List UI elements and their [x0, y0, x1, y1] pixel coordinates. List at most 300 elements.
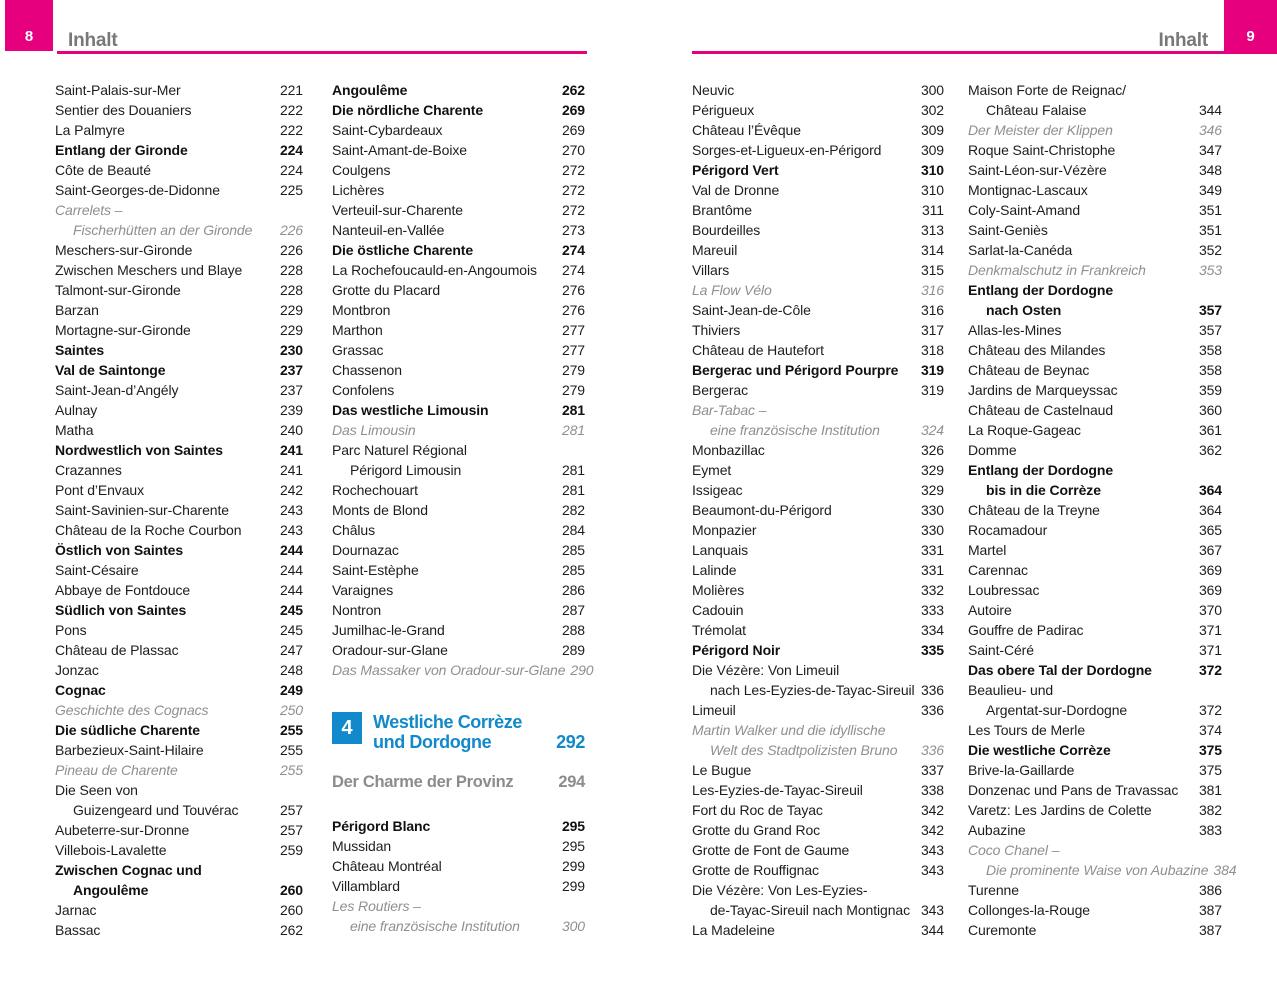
toc-entry [332, 640, 585, 660]
toc-entry-page: 250 [279, 702, 303, 718]
toc-entry-line [692, 680, 944, 700]
toc-entry-line [332, 180, 585, 200]
toc-entry-line [55, 120, 303, 140]
toc-entry-line [692, 340, 944, 360]
toc-entry-line [332, 420, 585, 440]
toc-entry [55, 420, 303, 440]
toc-entry-line [692, 820, 944, 840]
toc-entry-page: 384 [1213, 862, 1237, 878]
toc-entry-label: Montignac-Lascaux [968, 182, 1088, 198]
toc-entry-page: 358 [1198, 342, 1222, 358]
toc-entry-label: nach Osten [986, 302, 1062, 318]
toc-entry-page: 381 [1198, 782, 1222, 798]
toc-entry-label: Das Limousin [332, 422, 416, 438]
toc-entry-line [968, 220, 1222, 240]
toc-entry-label: Grassac [332, 342, 384, 358]
toc-entry-page: 344 [920, 922, 944, 938]
toc-entry [968, 340, 1222, 360]
toc-entry [968, 760, 1222, 780]
toc-entry-page: 242 [279, 482, 303, 498]
toc-entry-line [332, 856, 585, 876]
toc-entry-label: Thiviers [692, 322, 741, 338]
toc-entry-label: Denkmalschutz in Frankreich [968, 262, 1146, 278]
toc-entry-line [332, 660, 594, 680]
toc-entry-label: La Flow Vélo [692, 282, 772, 298]
toc-entry-label: Molières [692, 582, 745, 598]
toc-entry-line [55, 680, 303, 700]
toc-entry-line [55, 620, 303, 640]
toc-entry-page: 387 [1198, 922, 1222, 938]
toc-entry-label: Meschers-sur-Gironde [55, 242, 193, 258]
page-number-left: 8 [24, 28, 34, 45]
toc-entry-label: Les Tours de Merle [968, 722, 1086, 738]
toc-entry-line [332, 836, 585, 856]
toc-entry-page: 237 [279, 362, 303, 378]
toc-entry-page: 243 [279, 502, 303, 518]
toc-entry [55, 400, 303, 420]
toc-entry [332, 420, 585, 440]
toc-entry-label: eine französische Institution [710, 422, 880, 438]
toc-entry-line [332, 480, 585, 500]
toc-entry-label: Jarnac [55, 902, 97, 918]
toc-entry [692, 820, 944, 840]
toc-entry-label: La Roque-Gageac [968, 422, 1081, 438]
toc-entry-line [55, 560, 303, 580]
toc-entry [968, 440, 1222, 460]
toc-entry-line [692, 140, 944, 160]
toc-entry-line [55, 80, 303, 100]
toc-entry-line [692, 320, 944, 340]
toc-entry [55, 520, 303, 540]
toc-entry-label: eine französische Institution [350, 918, 520, 934]
toc-entry [692, 380, 944, 400]
toc-entry [332, 240, 585, 260]
toc-entry [968, 120, 1222, 140]
toc-entry [692, 580, 944, 600]
toc-entry-label: Pons [55, 622, 87, 638]
toc-entry [55, 240, 303, 260]
toc-entry-page: 375 [1198, 762, 1222, 778]
toc-entry [55, 140, 303, 160]
toc-entry-line [55, 780, 303, 800]
toc-entry-label: bis in die Corrèze [986, 482, 1101, 498]
toc-entry-page: 239 [279, 402, 303, 418]
toc-entry-line [968, 400, 1222, 420]
chapter-number-badge: 4 [332, 712, 362, 744]
toc-entry-page: 317 [920, 322, 944, 338]
toc-entry [692, 840, 944, 860]
toc-entry-line [968, 460, 1222, 480]
toc-entry-line [968, 440, 1222, 460]
toc-entry-label: Pineau de Charente [55, 762, 178, 778]
toc-entry [332, 600, 585, 620]
toc-entry-page: 336 [920, 702, 944, 718]
toc-entry-line [55, 420, 303, 440]
toc-entry-label: Sarlat-la-Canéda [968, 242, 1073, 258]
toc-entry-line [968, 760, 1222, 780]
toc-entry-page: 314 [920, 242, 944, 258]
toc-entry-line [968, 800, 1222, 820]
toc-entry-label: Dournazac [332, 542, 399, 558]
toc-entry-page: 331 [920, 562, 944, 578]
toc-entry [968, 180, 1222, 200]
toc-entry-page: 333 [920, 602, 944, 618]
toc-entry [692, 480, 944, 500]
toc-entry-line [968, 580, 1222, 600]
toc-entry-page: 276 [561, 302, 585, 318]
toc-entry-label: Val de Saintonge [55, 362, 166, 378]
toc-entry-page: 262 [561, 82, 585, 98]
toc-entry-label: Beaulieu- und [968, 682, 1054, 698]
toc-entry-page: 318 [920, 342, 944, 358]
toc-entry-label: Loubressac [968, 582, 1040, 598]
toc-entry [332, 896, 585, 936]
toc-entry [968, 780, 1222, 800]
toc-entry-page: 244 [279, 562, 303, 578]
toc-entry-line [692, 300, 944, 320]
toc-entry [55, 680, 303, 700]
toc-entry-line [332, 200, 585, 220]
toc-entry-label: Confolens [332, 382, 395, 398]
toc-entry [968, 840, 1237, 880]
spacer [332, 752, 585, 772]
toc-entry [55, 760, 303, 780]
toc-entry-label: Das westliche Limousin [332, 402, 489, 418]
toc-entry-page: 288 [561, 622, 585, 638]
toc-entry-page: 342 [920, 802, 944, 818]
toc-entry [968, 820, 1222, 840]
toc-entry-line [968, 160, 1222, 180]
toc-entry-line [692, 240, 944, 260]
toc-entry-label: de-Tayac-Sireuil nach Montignac [710, 902, 911, 918]
toc-entry [692, 720, 944, 760]
toc-entry-page: 386 [1198, 882, 1222, 898]
toc-entry-page: 331 [920, 542, 944, 558]
toc-entry-label: Welt des Stadtpolizisten Bruno [710, 742, 898, 758]
toc-entry-line [55, 720, 303, 740]
toc-entry-line [968, 360, 1222, 380]
toc-entry-line [55, 580, 303, 600]
toc-entry-page: 324 [920, 422, 944, 438]
toc-entry [968, 800, 1222, 820]
toc-entry-page: 332 [920, 582, 944, 598]
toc-entry-label: Périgord Vert [692, 162, 779, 178]
toc-entry-line [55, 920, 303, 940]
toc-entry-page: 285 [561, 542, 585, 558]
toc-entry-page: 281 [561, 422, 585, 438]
toc-entry-line [332, 560, 585, 580]
toc-entry [55, 720, 303, 740]
toc-entry-label: Aubazine [968, 822, 1026, 838]
toc-entry-label: Les Routiers – [332, 898, 421, 914]
toc-entry-page: 364 [1198, 482, 1222, 498]
toc-entry [692, 700, 944, 720]
toc-entry [332, 180, 585, 200]
toc-entry-line [332, 300, 585, 320]
toc-entry-page: 237 [279, 382, 303, 398]
toc-entry-page: 277 [561, 342, 585, 358]
toc-entry-page: 284 [561, 522, 585, 538]
toc-entry-label: Parc Naturel Régional [332, 442, 467, 458]
toc-entry-line [55, 240, 303, 260]
toc-entry-label: Saint-Estèphe [332, 562, 419, 578]
toc-entry [968, 420, 1222, 440]
toc-entry-page: 383 [1198, 822, 1222, 838]
toc-entry-line [55, 880, 303, 900]
toc-entry-label: Abbaye de Fontdouce [55, 582, 191, 598]
toc-entry-page: 310 [920, 182, 944, 198]
toc-entry-page: 364 [1198, 502, 1222, 518]
toc-entry-label: Das obere Tal der Dordogne [968, 662, 1152, 678]
toc-entry-label: Coco Chanel – [968, 842, 1060, 858]
toc-entry-label: Gouffre de Padirac [968, 622, 1084, 638]
toc-entry-page: 255 [279, 722, 303, 738]
toc-entry [692, 880, 944, 920]
toc-entry-line [968, 340, 1222, 360]
toc-entry-label: Château des Milandes [968, 342, 1106, 358]
toc-entry-line [968, 540, 1222, 560]
toc-entry-label: Châlus [332, 522, 375, 538]
toc-entry-page: 260 [279, 882, 303, 898]
toc-entry [968, 620, 1222, 640]
toc-entry-line [332, 600, 585, 620]
toc-entry-line [692, 80, 944, 100]
toc-entry-label: Barbezieux-Saint-Hilaire [55, 742, 204, 758]
toc-entry-line [692, 540, 944, 560]
toc-entry-label: Château de Hautefort [692, 342, 824, 358]
toc-entry [332, 440, 585, 480]
toc-entry-line [968, 300, 1222, 320]
toc-entry-page: 262 [279, 922, 303, 938]
toc-entry [55, 860, 303, 900]
toc-entry-page: 326 [920, 442, 944, 458]
toc-entry-page: 281 [561, 462, 585, 478]
toc-entry [968, 520, 1222, 540]
toc-entry [692, 620, 944, 640]
toc-column-2 [332, 80, 594, 936]
toc-entry-line [55, 820, 303, 840]
toc-entry-label: Domme [968, 442, 1017, 458]
toc-entry-line [55, 340, 303, 360]
toc-entry-label: Barzan [55, 302, 99, 318]
toc-entry-page: 358 [1198, 362, 1222, 378]
toc-entry-page: 240 [279, 422, 303, 438]
toc-entry-page: 343 [920, 862, 944, 878]
toc-entry-line [332, 140, 585, 160]
toc-entry-line [55, 800, 303, 820]
toc-entry-page: 361 [1198, 422, 1222, 438]
toc-entry-label: Périgord Blanc [332, 818, 431, 834]
toc-entry-label: Roque Saint-Christophe [968, 142, 1116, 158]
toc-entry-label: Curemonte [968, 922, 1037, 938]
toc-entry-page: 229 [279, 302, 303, 318]
toc-entry [968, 740, 1222, 760]
toc-entry [968, 660, 1222, 680]
toc-entry-page: 245 [279, 622, 303, 638]
toc-entry [332, 80, 585, 100]
toc-entry-line [692, 400, 944, 420]
chapter-subtitle-page: 294 [558, 773, 585, 791]
toc-entry [692, 800, 944, 820]
toc-entry-label: Grotte de Rouffignac [692, 862, 819, 878]
toc-entry-line [692, 760, 944, 780]
toc-entry [55, 360, 303, 380]
toc-entry-page: 336 [920, 742, 944, 758]
toc-entry-label: Südlich von Saintes [55, 602, 187, 618]
toc-entry-line [692, 120, 944, 140]
toc-entry-page: 279 [561, 362, 585, 378]
toc-entry-label: Château de Beynac [968, 362, 1090, 378]
toc-entry-page: 382 [1198, 802, 1222, 818]
toc-entry-label: Montbron [332, 302, 391, 318]
toc-entry-label: Château de Castelnaud [968, 402, 1114, 418]
toc-entry-line [968, 660, 1222, 680]
toc-entry-page: 309 [920, 122, 944, 138]
toc-entry-line [968, 720, 1222, 740]
toc-entry-label: Nontron [332, 602, 382, 618]
toc-entry-line [332, 400, 585, 420]
toc-entry-label: Lanquais [692, 542, 749, 558]
toc-entry [692, 180, 944, 200]
toc-entry-label: Aubeterre-sur-Dronne [55, 822, 190, 838]
toc-entry-label: Autoire [968, 602, 1012, 618]
toc-entry-label: Trémolat [692, 622, 746, 638]
toc-entry-label: Varetz: Les Jardins de Colette [968, 802, 1152, 818]
toc-entry [55, 620, 303, 640]
toc-entry-line [692, 160, 944, 180]
toc-entry-page: 290 [570, 662, 594, 678]
toc-entry-line [332, 916, 585, 936]
toc-entry [692, 340, 944, 360]
toc-entry-label: Monts de Blond [332, 502, 428, 518]
toc-entry [968, 360, 1222, 380]
chapter-heading [332, 712, 585, 752]
toc-entry-page: 286 [561, 582, 585, 598]
toc-entry [968, 240, 1222, 260]
toc-entry [968, 900, 1222, 920]
toc-entry-label: Saint-Jean-de-Côle [692, 302, 811, 318]
toc-entry-label: Carrelets – [55, 202, 123, 218]
toc-entry-line [55, 100, 303, 120]
toc-entry [692, 80, 944, 100]
toc-entry-line [332, 896, 585, 916]
toc-entry-line [692, 700, 944, 720]
toc-entry [692, 500, 944, 520]
toc-entry-page: 375 [1198, 742, 1222, 758]
toc-entry-page: 357 [1198, 302, 1222, 318]
toc-entry-page: 226 [279, 222, 303, 238]
toc-entry-page: 372 [1198, 662, 1222, 678]
toc-entry-label: Monbazillac [692, 442, 765, 458]
toc-entry [692, 360, 944, 380]
toc-entry-line [692, 380, 944, 400]
chapter-title-text: und Dordogne [373, 732, 492, 752]
toc-entry-page: 300 [920, 82, 944, 98]
toc-entry-line [332, 640, 585, 660]
toc-entry [55, 260, 303, 280]
toc-entry-page: 295 [561, 818, 585, 834]
toc-entry-line [692, 600, 944, 620]
toc-entry [332, 876, 585, 896]
toc-entry-label: nach Les-Eyzies-de-Tayac-Sireuil [710, 682, 915, 698]
toc-entry-line [968, 260, 1222, 280]
toc-entry-line [692, 720, 944, 740]
toc-entry-label: Östlich von Saintes [55, 542, 184, 558]
page-number-right: 9 [1246, 28, 1255, 45]
toc-entry-line [968, 600, 1222, 620]
toc-entry [692, 440, 944, 460]
toc-entry [332, 836, 585, 856]
toc-entry-page: 369 [1198, 582, 1222, 598]
toc-entry-line [692, 560, 944, 580]
toc-entry [55, 500, 303, 520]
toc-entry [332, 660, 594, 680]
toc-entry [332, 260, 585, 280]
toc-column-4 [968, 80, 1237, 940]
toc-entry-line [692, 920, 944, 940]
toc-entry-page: 369 [1198, 562, 1222, 578]
toc-entry-label: Varaignes [332, 582, 394, 598]
toc-entry-line [332, 220, 585, 240]
toc-entry-label: Die südliche Charente [55, 722, 200, 738]
toc-entry [692, 320, 944, 340]
page-number-tab-right [1224, 0, 1277, 51]
toc-entry-line [968, 480, 1222, 500]
toc-entry-page: 299 [561, 878, 585, 894]
toc-entry [55, 640, 303, 660]
toc-entry-label: Mareuil [692, 242, 738, 258]
toc-entry-page: 357 [1198, 322, 1222, 338]
toc-entry-page: 310 [920, 162, 944, 178]
toc-entry-label: Château de Plassac [55, 642, 179, 658]
toc-entry-label: Val de Dronne [692, 182, 780, 198]
toc-entry-page: 241 [279, 442, 303, 458]
header-rule-left [57, 51, 587, 54]
toc-entry [55, 200, 303, 240]
toc-entry-line [968, 100, 1222, 120]
toc-entry-page: 247 [279, 642, 303, 658]
toc-entry-label: Lichères [332, 182, 385, 198]
toc-entry-page: 224 [279, 142, 303, 158]
toc-entry-line [692, 520, 944, 540]
toc-entry-label: Neuvic [692, 82, 735, 98]
toc-entry [55, 660, 303, 680]
toc-entry-label: Cadouin [692, 602, 744, 618]
toc-entry-line [332, 520, 585, 540]
toc-entry-label: Issigeac [692, 482, 743, 498]
toc-entry [692, 280, 944, 300]
toc-entry-label: Périgord Limousin [350, 462, 462, 478]
toc-entry [332, 140, 585, 160]
toc-entry-line [968, 560, 1222, 580]
toc-entry-page: 241 [279, 462, 303, 478]
toc-entry-line [332, 120, 585, 140]
toc-entry-line [968, 740, 1222, 760]
toc-entry-page: 353 [1198, 262, 1222, 278]
toc-entry-line [55, 280, 303, 300]
toc-entry [332, 540, 585, 560]
toc-entry [692, 660, 944, 700]
toc-entry-page: 281 [561, 402, 585, 418]
toc-entry-page: 342 [920, 822, 944, 838]
toc-entry [968, 400, 1222, 420]
toc-entry [968, 500, 1222, 520]
toc-entry [332, 320, 585, 340]
toc-entry-label: Eymet [692, 462, 732, 478]
toc-entry-page: 245 [279, 602, 303, 618]
toc-entry-line [968, 420, 1222, 440]
toc-entry [692, 260, 944, 280]
